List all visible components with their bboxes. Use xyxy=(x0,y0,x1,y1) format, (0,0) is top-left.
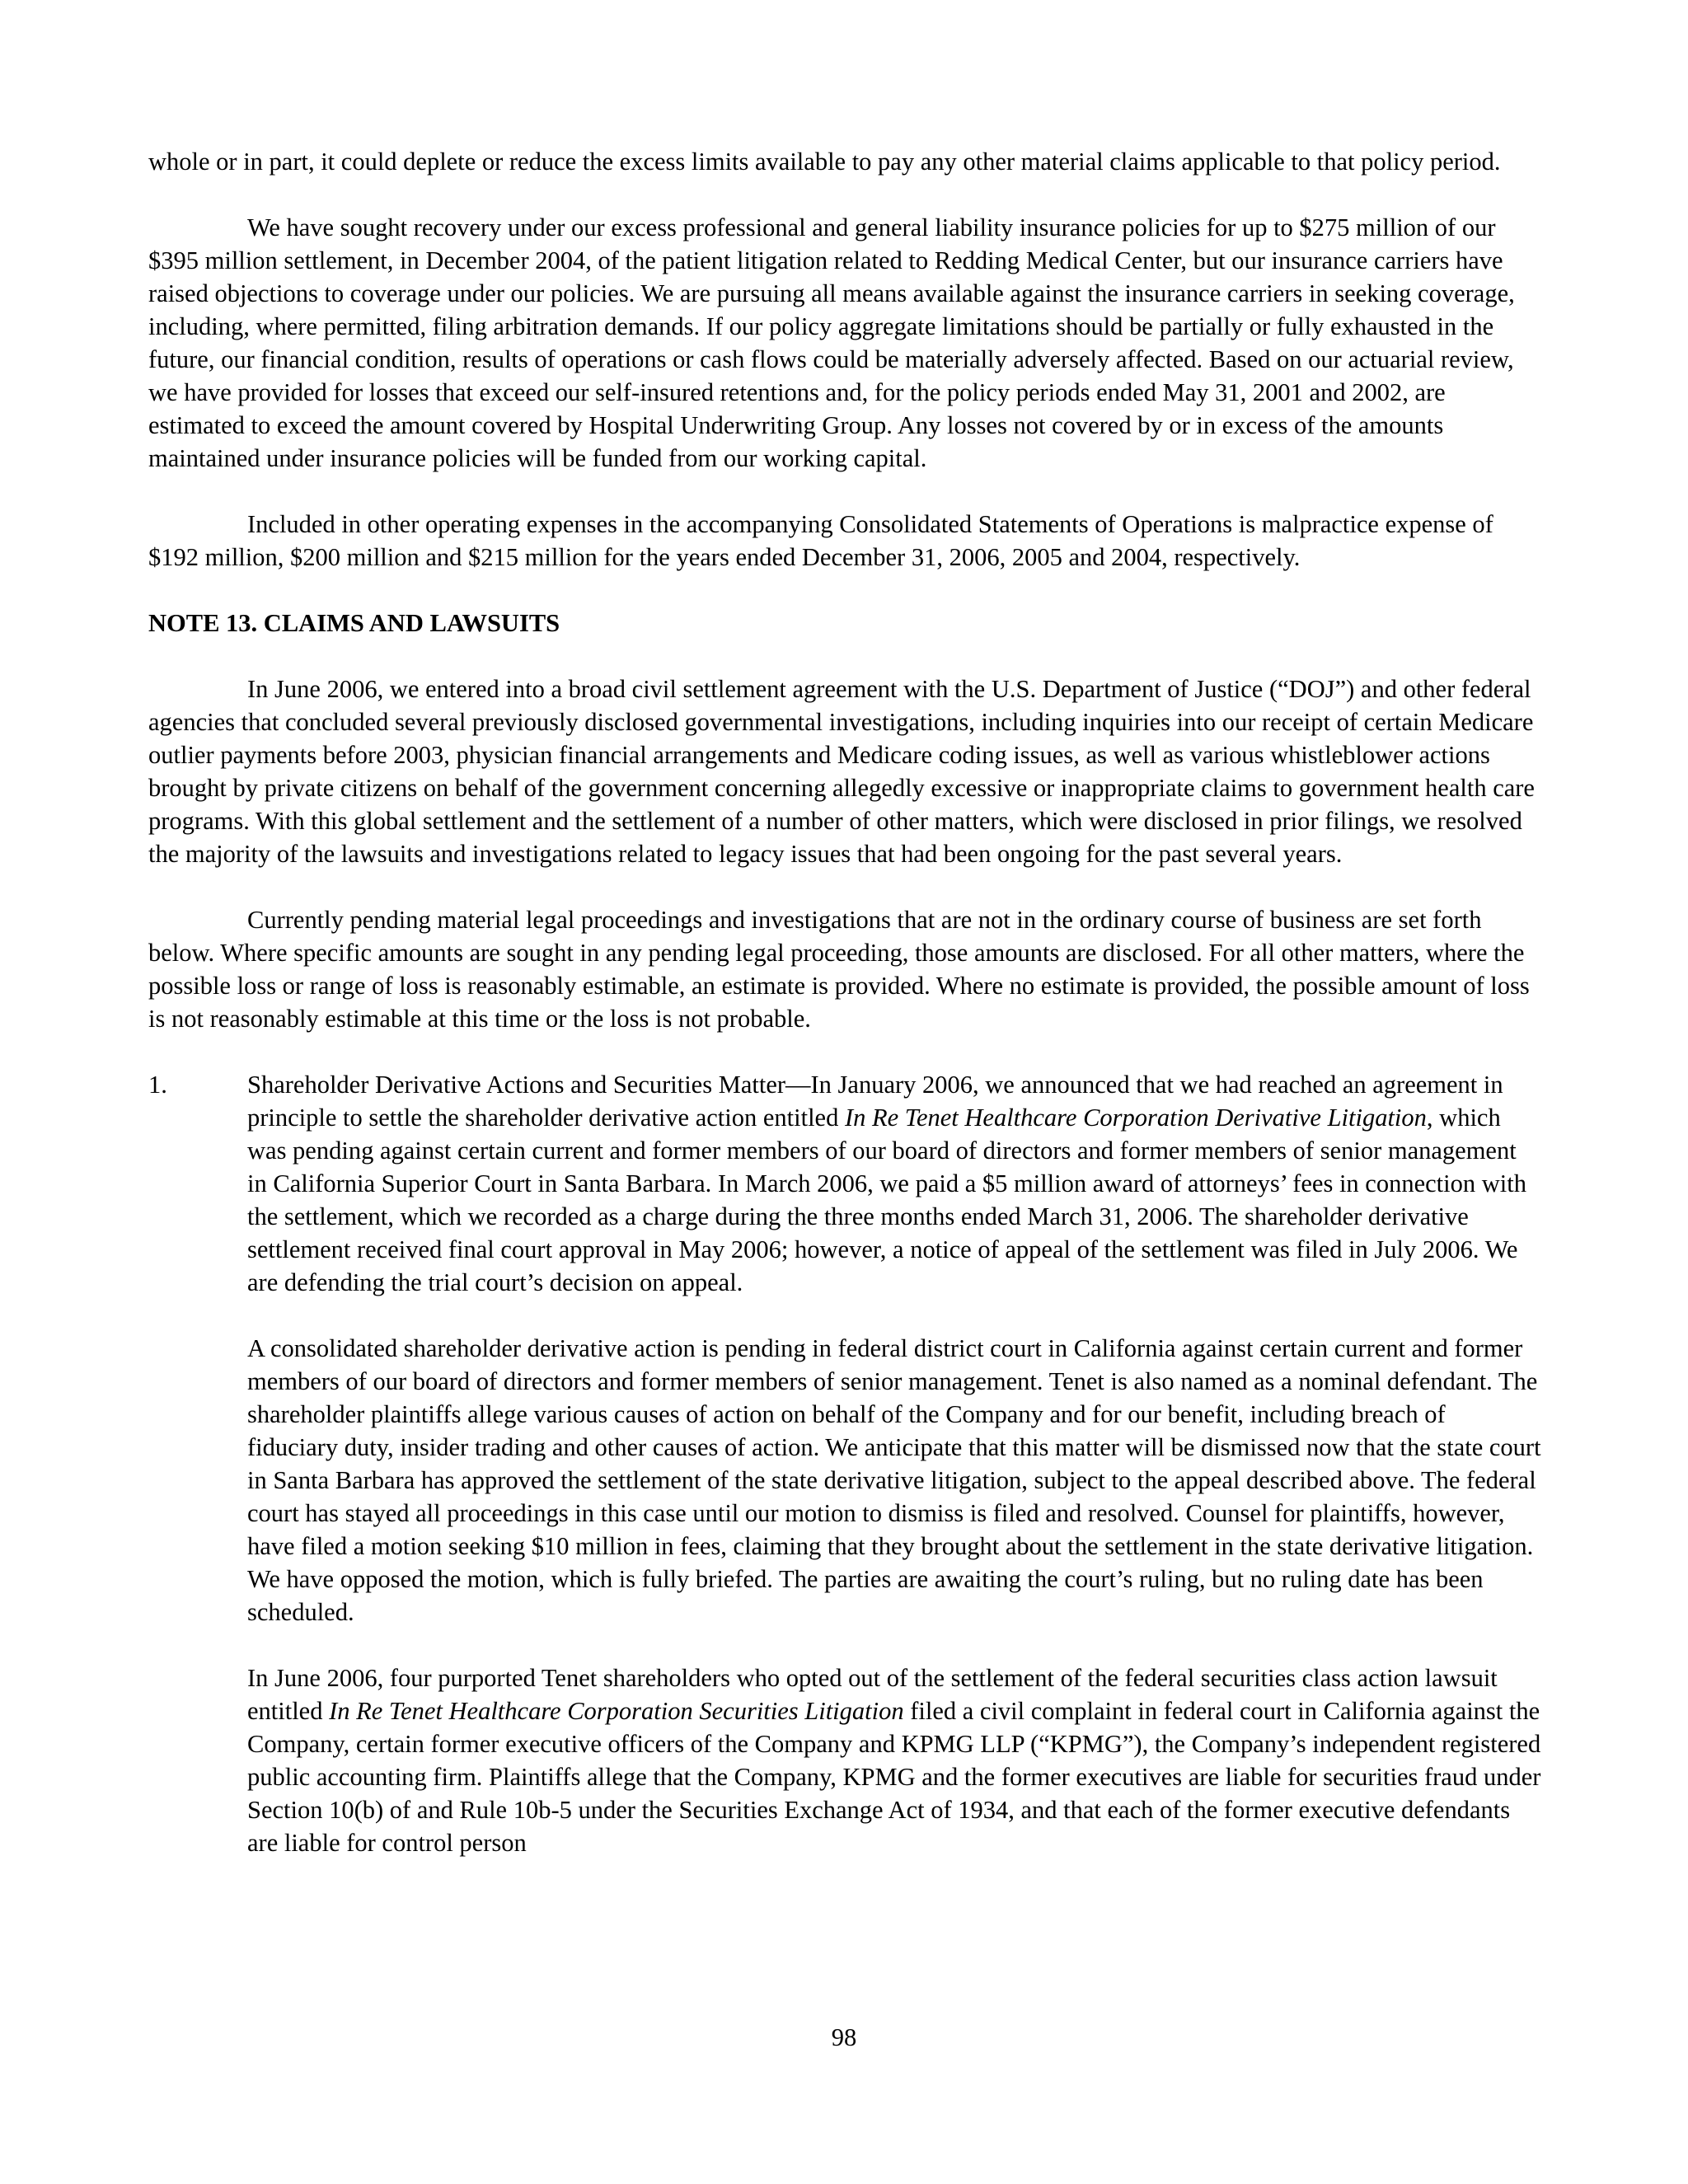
paragraph-excess-insurance-recovery: We have sought recovery under our excess professional and general liability insurance policies for up to $275 million of our $395 million settlement, in December 2004, of the patient litigation related to Redding Medical Center, but our insurance carriers have raised objections to coverage under our policies. We are pursuing all means available against the insurance carriers in seeking coverage, including, where permitted, filing arbitration demands. If our policy aggregate limitations should be partially or fully exhausted in the future, our financial condition, results of operations or cash flows could be materially adversely affected. Based on our actuarial review, we have provided for losses that exceed our self-insured retentions and, for the policy periods ended May 31, 2001 and 2002, are estimated to exceed the amount covered by Hospital Underwriting Group. Any losses not covered by or in excess of the amounts maintained under insurance policies will be funded from our working capital. xyxy=(148,213,1515,472)
text-segment: In June 2006, four purported Tenet shareholders who opted out of the settlement of the federal securities class action lawsuit entitled xyxy=(247,1664,1498,1725)
text-segment: , which was pending against certain current and former members of our board of directors and former members of senior management in California Superior Court in Santa Barbara. In March 2006, we paid a $5 million award of attorneys’ fees in connection with the settlement, which we recorded as a charge during the three months ended March 31, 2006. The shareholder derivative settlement received final court approval in May 2006; however, a notice of appeal of the settlement was filed in July 2006. We are defending the trial court’s decision on appeal. xyxy=(247,1104,1526,1296)
section-heading: NOTE 13. CLAIMS AND LAWSUITS xyxy=(148,609,560,637)
paragraph-pending-proceedings: Currently pending material legal proceedings and investigations that are not in the ordinary course of business are set forth below. Where specific amounts are sought in any pending legal proceeding, those amounts are disclosed. For all other matters, where the possible loss or range of loss is reasonably estimable, an estimate is provided. Where no estimate is provided, the possible amount of loss is not reasonably estimable at this time or the loss is not probable. xyxy=(148,906,1530,1033)
list-item-number: 1. xyxy=(148,1071,167,1099)
page-number: 98 xyxy=(831,2023,857,2051)
paragraph-doj-settlement: In June 2006, we entered into a broad civil settlement agreement with the U.S. Department of Justice (“DOJ”) and other federal agencies that concluded several previously disclosed governmental investigations, including inquiries into our receipt of certain Medicare outlier payments before 2003, physician financial arrangements and Medicare coding issues, as well as various whistleblower actions brought by private citizens on behalf of the government concerning allegedly excessive or inappropriate claims to government health care programs. With this global settlement and the settlement of a number of other matters, which were disclosed in prior filings, we resolved the majority of the lawsuits and investigations related to legacy issues that had been ongoing for the past several years. xyxy=(148,675,1535,868)
document-page xyxy=(148,145,1541,1892)
list-item-1 xyxy=(148,1068,1541,1859)
paragraph-malpractice-expense: Included in other operating expenses in the accompanying Consolidated Statements of Operations is malpractice expense of $192 million, $200 million and $215 million for the years ended December 31, 2006, 2005 and 2004, respectively. xyxy=(148,510,1493,571)
paragraph-securities-complaint xyxy=(247,1661,1541,1859)
paragraph-derivative-settlement xyxy=(247,1068,1541,1299)
text-segment: Shareholder Derivative Actions and Securities Matter—In January 2006, we announced that we had reached an agreement in principle to settle the shareholder derivative action entitled xyxy=(247,1071,1503,1132)
case-title-italic: In Re Tenet Healthcare Corporation Securities Litigation xyxy=(329,1697,904,1725)
paragraph-federal-derivative-action: A consolidated shareholder derivative action is pending in federal district court in California against certain current and former members of our board of directors and former members of senior management. Tenet is also named as a nominal defendant. The shareholder plaintiffs allege various causes of action on behalf of the Company and for our benefit, including breach of fiduciary duty, insider trading and other causes of action. We anticipate that this matter will be dismissed now that the state court in Santa Barbara has approved the settlement of the state derivative litigation, subject to the appeal described above. The federal court has stayed all proceedings in this case until our motion to dismiss is filed and resolved. Counsel for plaintiffs, however, have filed a motion seeking $10 million in fees, claiming that they brought about the settlement in the state derivative litigation. We have opposed the motion, which is fully briefed. The parties are awaiting the court’s ruling, but no ruling date has been scheduled. xyxy=(247,1334,1541,1626)
paragraph-policy-period: whole or in part, it could deplete or reduce the excess limits available to pay any other material claims applicable to that policy period. xyxy=(148,148,1501,176)
text-segment: filed a civil complaint in federal court in California against the Company, certain former executive officers of the Company and KPMG LLP (“KPMG”), the Company’s independent registered public accounting firm. Plaintiffs allege that the Company, KPMG and the former executives are liable for securities fraud under Section 10(b) of and Rule 10b-5 under the Securities Exchange Act of 1934, and that each of the former executive defendants are liable for control person xyxy=(247,1697,1541,1857)
case-title-italic: In Re Tenet Healthcare Corporation Derivative Litigation xyxy=(844,1104,1427,1132)
